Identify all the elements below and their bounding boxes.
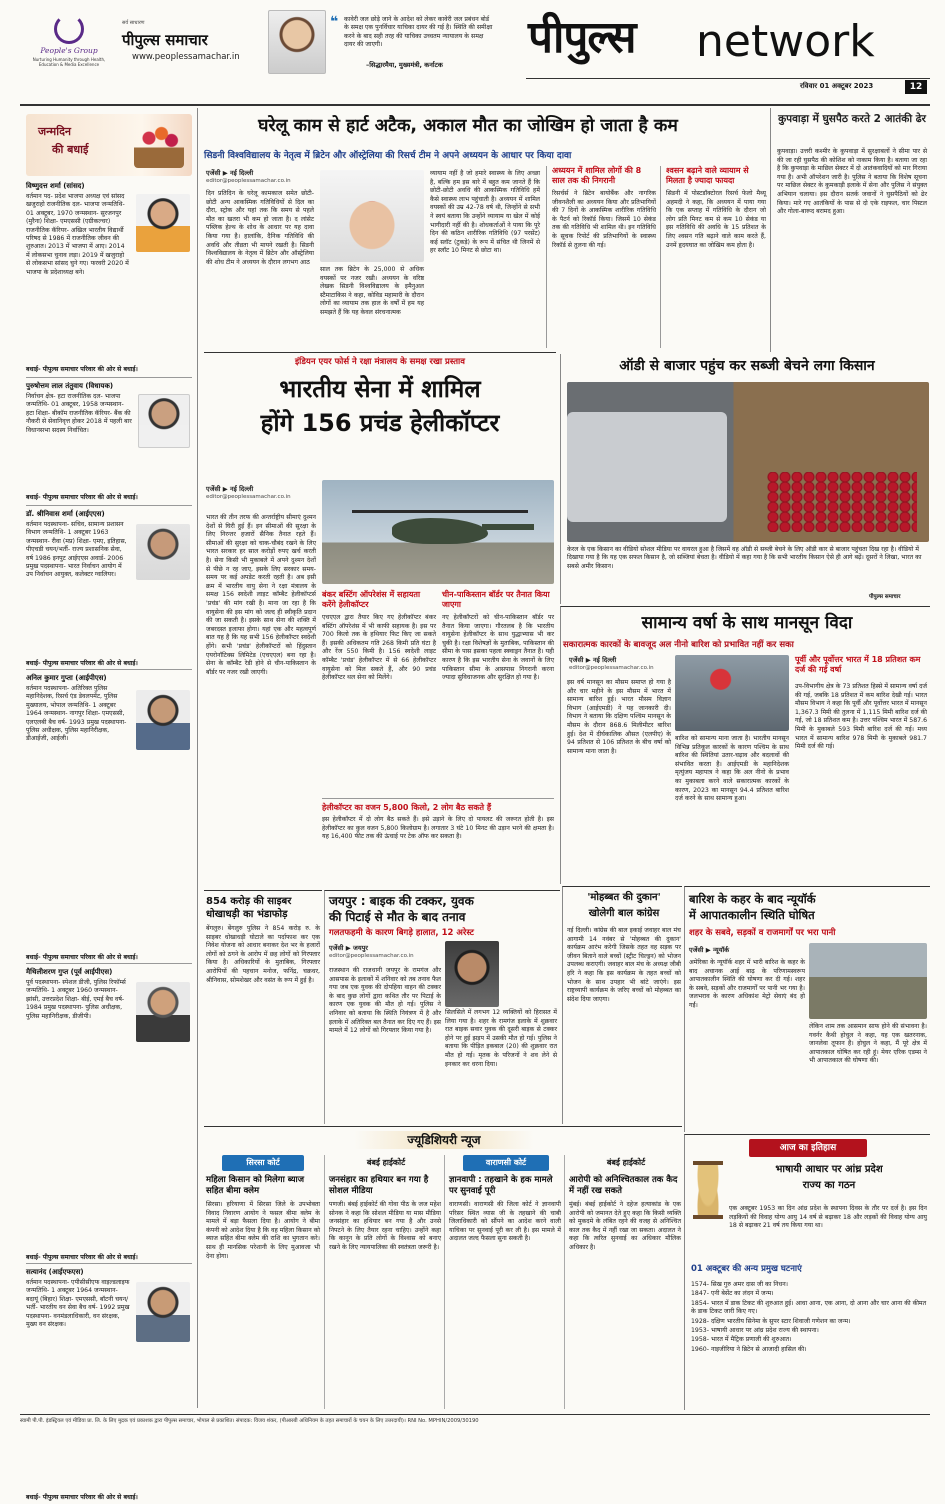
bike-story bbox=[324, 890, 560, 1124]
birthday-header-line2: की बधाई bbox=[52, 143, 89, 156]
birthday-photo bbox=[138, 394, 190, 448]
history-section bbox=[684, 1134, 930, 1410]
court-tag: सिरसा कोर्ट bbox=[222, 1155, 304, 1171]
birthday-photo bbox=[136, 1282, 190, 1342]
mohabbat-headline-line1: 'मोहब्बत की दुकान' bbox=[587, 892, 661, 903]
masthead-bottom-rule bbox=[20, 104, 930, 106]
birthday-details: वर्तमान पदस्थापना- अतिरिक्त पुलिस महानिदेशक, रिसर्च एंड डेवलपमेंट, पुलिस मुख्यालय, भोपाल जन्मतिथि- 1 अक्टूबर 1964 जन्मस्थान- नागपुर शिक्षा- एमएससी, एलएलबी बैच वर्ष- 1993 प्रमुख पदस्थापना- पुलिस अधीक्षक, पुलिस महानिरीक्षक, डीआईजी, आईजी। bbox=[26, 685, 127, 743]
heli-kicker: इंडियन एयर फोर्स ने रक्षा मंत्रालय के समक्ष रखा प्रस्ताव bbox=[295, 357, 465, 367]
group-emblem-icon bbox=[54, 14, 84, 44]
birthday-photo bbox=[136, 194, 190, 252]
court-tag: वाराणसी कोर्ट bbox=[463, 1155, 549, 1171]
bike-subhead: गलतफहमी के कारण बिगड़े हालात, 12 अरेस्ट bbox=[329, 928, 474, 938]
court-tag: बंबई हाईकोर्ट bbox=[606, 1158, 646, 1167]
history-headline-line2: राज्य का गठन bbox=[802, 1180, 856, 1191]
fraud-text: बेंगलुरु। बेंगलुरु पुलिस ने 854 करोड़ रु. के साइबर धोखाधड़ी घोटाले का पर्दाफाश कर एक निवेश योजना को आधार बनाकर देश भर के हजारों लोगों को ठगने के आरोप में छह लोगों को गिरफ्तार किया है। अधिकारियों के मुताबिक, गिरफ्तार आरोपियों की पहचान मनोज, फनिंद्र, चक्रधर, श्रीनिवास, सोमशेखर और वसंत के रूप में हुई है। bbox=[206, 925, 320, 984]
heli-headline-line2: होंगे 156 प्रचंड हेलीकॉप्टर bbox=[260, 409, 500, 437]
birthday-wish: बधाई- पीपुल्स समाचार परिवार की ओर से बधाई। bbox=[26, 954, 138, 961]
lead-body-col1: दिन प्रतिदिन के घरेलू कामकाज समेत छोटी-छोटी अन्य आकस्मिक गतिविधियों से दिल का दौरा, स्ट्रोक और यहां तक कि समय से पहले मौत का खतरा भी कम हो जाता है। द लांसेट पब्लिक हेल्थ के शोध के आधार पर यह दावा किया गया है। हालांकि, दैनिक गतिविधि की अवधि और तीव्रता भी मायने रखती है। सिडनी विश्वविद्यालय के नेतृत्व में ब्रिटेन और ऑस्ट्रेलिया की शोध टीम ने अध्ययन के दौरान लगभग आठ bbox=[206, 190, 314, 266]
court-item bbox=[204, 1155, 322, 1409]
monsoon-email: editor@peoplessamachar.co.in bbox=[569, 665, 654, 671]
lead-story bbox=[204, 110, 766, 350]
bunker-text: एचएएल द्वारा तैयार किए गए हेलीकॉप्टर बंकर बस्टिंग ऑपरेशंस में भी काफी सहायक है। इस पर 700 किलो तक के हथियार फिट किए जा सकते हैं। इसकी अधिकतम गति 268 किमी प्रति घंटा है और रेंज 550 किमी है। 156 स्वदेशी लाइट कॉम्बैट 'प्रचंड' हेलीकॉप्टर में से 66 हेलीकॉप्टर वायुसेना को मिल सकते हैं, और 90 प्रचंड हेलीकॉप्टर थल सेना को मिलेंगे। bbox=[322, 614, 436, 682]
birthday-details: पूर्व पदस्थापना- स्पेशल डीजी, पुलिस रिफॉर्म्स जन्मतिथि- 1 अक्टूबर 1960 जन्मस्थान- झांसी, उत्तरप्रदेश शिक्षा- बीई, एमई बैच वर्ष- 1984 प्रमुख पदस्थापना- पुलिस अधीक्षक, पुलिस महानिरीक्षक, डीजीपी। bbox=[26, 979, 126, 1020]
car-icon bbox=[567, 412, 727, 522]
newyork-body-col2: लेकिन शाम तक आसमान साफ होने की संभावना है। गवर्नर कैथी होचुल ने कहा, यह एक खतरनाक, जानलेवा तूफान है। होचुल ने कहा, मैं पूरे क्षेत्र में आपातकाल घोषित कर रही हूं। मेयर एरिक एडम्स ने भी आपातकाल की घोषणा की। bbox=[809, 1023, 927, 1065]
china-text: नए हेलीकॉप्टरों को चीन-पाकिस्तान बॉर्डर पर तैनात किया जाएगा। गौरतलब है कि भारतीय वायुसेना हेलीकॉप्टर के साथ युद्धाभ्यास भी कर चुकी है। रक्षा विशेषज्ञों के मुताबिक, पाकिस्तान की सीमा के पास इसका पहला स्क्वाड्रन तैनात है। यही कारण है कि इस भारतीय सेना के जवानों के लिए पाकिस्तान सीमा के आसपास निगरानी करना ज्यादा सुविधाजनक और सुरक्षित हो गया है। bbox=[442, 614, 554, 682]
history-intro: एक अक्टूबर 1953 का दिन आंध्र प्रदेश के स्थापना दिवस के तौर पर दर्ज है। इस दिन लड़कियों की विवाह योग्य आयु 14 वर्ष से बढ़ाकर 18 और लड़कों की विवाह योग्य आयु 18 से बढ़ाकर 21 वर्ष तय किया गया था। bbox=[729, 1205, 927, 1230]
lead-body-col3: व्यायाम नहीं है जो हमारे स्वास्थ्य के लिए अच्छा है, बल्कि हम इस बारे में बहुत कम जानते हैं कि छोटी-छोटी अवधि की आकस्मिक गतिविधि हमें कैसे स्वास्थ्य लाभ पहुंचाती है। अध्ययन में शामिल वयस्कों की उम्र 42-78 वर्ष थी, जिन्होंने से सभी ने स्वयं बताया कि उन्होंने व्यायाम या खेल में कोई भागीदारी नहीं की है। शोधकर्ताओं ने पाया कि पूरे दिन की कठिन शारीरिक गतिविधि (97 परसेंट) कई स्लॉट (टुकड़े) के रूप में संचित थी जिनमें से हर स्लॉट 10 मिनट से छोटा था। bbox=[430, 170, 540, 255]
birthday-wish: बधाई- पीपुल्स समाचार परिवार की ओर से बधाई। bbox=[26, 1494, 138, 1501]
column-divider bbox=[660, 166, 661, 348]
history-headline-line1: भाषायी आधार पर आंध्र प्रदेश bbox=[775, 1164, 883, 1175]
tail-icon bbox=[482, 524, 534, 530]
helicopter-body-icon bbox=[392, 518, 488, 544]
monsoon-side-title: पूर्वी और पूर्वोत्तर भारत में 18 प्रतिशत कम दर्ज की गई वर्षा bbox=[795, 655, 921, 674]
birthday-entry bbox=[26, 1268, 192, 1504]
birthday-entry bbox=[26, 968, 192, 1264]
bike-body-col1: राजस्थान की राजधानी जयपुर के रामगंज और आसपास के इलाकों में शनिवार को तब तनाव फैल गया जब एक युवक की दोपहिया वाहन की टक्कर के बाद कुछ लोगों द्वारा कथित तौर पर पिटाई के कारण एक युवक की मौत हो गई। पुलिस ने शनिवार को बताया कि स्थिति नियंत्रण में है और इलाके में अतिरिक्त बल तैनात कर दिए गए हैं। इस मामले में 12 लोगों को गिरफ्तार किया गया है। bbox=[329, 967, 441, 1035]
birthday-photo bbox=[136, 524, 190, 580]
monsoon-subhead: सकारात्मक कारकों के बावजूद अल नीनो बारिश को प्रभावित नहीं कर सका bbox=[563, 640, 794, 650]
page-number: 12 bbox=[905, 80, 927, 94]
court-item bbox=[324, 1155, 442, 1409]
heli-headline-line1: भारतीय सेना में शामिल bbox=[279, 375, 481, 403]
birthday-name: पुरुषोत्तम लाल तंतुवाय (विधायक) bbox=[26, 382, 114, 390]
group-tagline: Nurturing Humanity through Health, Education & Media Excellence bbox=[32, 57, 106, 67]
mohabbat-story bbox=[562, 886, 682, 1124]
birthday-name: विष्णुदत्त शर्मा (सांसद) bbox=[26, 182, 85, 190]
group-logo bbox=[30, 8, 108, 94]
audi-caption: केरल के एक किसान का वीडियो सोशल मीडिया पर वायरल हुआ है जिसमें वह ऑडी से सब्जी बेचने के लिए ऑडी कार से बाजार पहुंचता दिख रहा है। वीडियो में दिखाया गया है कि यह एक सफल किसान है, जो सब्जियां बेचता है। वीडियो में कहा गया है कि सभी भारतीय किसान ऐसे ही आगे बढ़ें। दूसरों ने लिखा, भारत का सबसे अमीर किसान। bbox=[567, 546, 922, 570]
flood-photo bbox=[809, 943, 927, 1019]
bike-email: editor@peoplessamachar.co.in bbox=[329, 953, 414, 959]
birthday-details: निर्वाचन क्षेत्र- हटा राजनीतिक दल- भाजपा जन्मतिथि- 01 अक्टूबर, 1958 जन्मस्थान- हटा शिक्षा- बीकॉम राजनीतिक कॅरियर- बैंक की नौकरी से सेवानिवृत्त होकर 2018 में पहली बार विधानसभा सदस्य निर्वाचित। bbox=[26, 393, 132, 434]
bike-byline: एजेंसी ▶ जयपुर bbox=[329, 944, 368, 952]
birthday-entry bbox=[26, 674, 192, 964]
rain-photo bbox=[675, 655, 789, 731]
group-tag: सर्व साधारण bbox=[122, 20, 145, 26]
history-events-title: 01 अक्टूबर की अन्य प्रमुख घटनाएं bbox=[691, 1264, 802, 1274]
lead-email: editor@peoplessamachar.co.in bbox=[206, 178, 291, 184]
column-divider bbox=[546, 166, 547, 348]
history-events-list bbox=[691, 1281, 927, 1405]
study-text: रिसर्चर्स ने ब्रिटेन बायोबैंक और नागरिक जीवनशैली का अध्ययन किया और प्रतिभागियों की 7 दिनों के आकस्मिक शारीरिक गतिविधि के पैटर्न को रिकॉर्ड किया। जिसमें 10 सेकंड तक की गतिविधि भी शामिल थी। इन गतिविधि के सूचक रिपोर्ट की प्रतिभागियों के स्वास्थ्य रिकॉर्ड से तुलना की गई। bbox=[552, 190, 656, 249]
birthday-photo bbox=[136, 690, 190, 750]
birthday-name: अनिल कुमार गुप्ता (आईपीएस) bbox=[26, 674, 107, 682]
court-title: जनसंहार का हथियार बन गया है सोशल मीडिया bbox=[329, 1175, 429, 1196]
audi-headline: ऑडी से बाजार पहुंच कर सब्जी बेचने लगा किसान bbox=[619, 358, 875, 374]
footer-rule bbox=[20, 1414, 930, 1415]
birthday-details: वर्तमान पदस्थापना- सचिव, सामान्य प्रशासन विभाग जन्मतिथि- 1 अक्टूबर 1963 जन्मस्थान- रीवा (मप्र) शिक्षा- एमए, इतिहास, पीएचडी चयन/भर्ती- राज्य प्रशासनिक सेवा, वर्ष 1986 इनपुट आईएएस अवार्ड- 2006 प्रमुख पदस्थापना- भारत निर्वाचन आयोग में उप निर्वाचन आयुक्त, कलेक्टर ग्वालियर। bbox=[26, 521, 127, 579]
breath-text: सिडनी में पोस्टडॉक्टोरल रिसर्च फेलो मैथ्यू अहमदी ने कहा, कि अध्ययन में पाया गया कि एक सप्ताह में गतिविधि के दौरान जो लोग प्रति मिनट कम से कम 10 सेकंड या इस गतिविधि की अवधि के 15 प्रतिशत के लिए श्वसन गति बढ़ाने वाले काम करते हैं, उनमें हृदयघात का जोखिम कम होता है। bbox=[666, 190, 766, 249]
quote-portrait bbox=[268, 10, 326, 74]
monsoon-byline: एजेंसी ▶ नई दिल्ली bbox=[569, 656, 617, 664]
bike-headline-line1: जयपुर : बाइक की टक्कर, युवक bbox=[329, 894, 474, 908]
vegetables-icon bbox=[767, 472, 917, 532]
lead-byline: एजेंसी ▶ नई दिल्ली bbox=[206, 169, 254, 177]
court-item bbox=[444, 1155, 562, 1409]
hourglass-icon bbox=[693, 1161, 723, 1219]
birthday-wish: बधाई- पीपुल्स समाचार परिवार की ओर से बधाई। bbox=[26, 1254, 138, 1261]
birthday-entry bbox=[26, 382, 192, 506]
lead-body-col2: साल तक ब्रिटेन के 25,000 से अधिक वयस्कों पर नजर रखी। अध्ययन के वरिष्ठ लेखक सिडनी विश्वविद्यालय के इमैनुअल स्टैमाटाकिस ने कहा, कोविड महामारी के दौरान लोगों का व्यायाम तक हाल के वर्षों में हम यह समझते हैं कि यह केवल संरचनात्मक bbox=[320, 266, 424, 316]
lead-headline: घरेलू काम से हार्ट अटैक, अकाल मौत का जोखिम हो जाता है कम bbox=[258, 116, 678, 136]
birthday-wish: बधाई- पीपुल्स समाचार परिवार की ओर से बधाई। bbox=[26, 366, 138, 373]
newyork-byline: एजेंसी ▶ न्यूयॉर्क bbox=[689, 946, 730, 954]
kupwara-text: कुपवाड़ा। उत्तरी कश्मीर के कुपवाड़ा में सुरक्षाबलों ने सीमा पार से की जा रही घुसपैठ की कोशिश को नाकाम किया है। बताया जा रहा है कि कुपवाड़ा के माछिल सेक्टर में दो आतंकवादियों को मार गिराया गया है। अभी ऑपरेशन जारी है। पुलिस ने बताया कि विशेष सूचना पर माछिल सेक्टर के कुमकाड़ी इलाके में सेना और पुलिस ने संयुक्त अभियान चलाया। इस दौरान सतर्क जवानों ने घुसपैठियों को ढेर किया। मारे गए आतंकियों के पास से दो एके राइफल, चार पिस्टल और गोला-बारूद बरामद हुआ। bbox=[777, 148, 927, 216]
history-event: 1847- एनी बेसेंट का लंदन में जन्म। bbox=[691, 1290, 774, 1298]
history-event: 1854- भारत में डाक टिकट की शुरुआत हुई। आधा आना, एक आना, दो आना और चार आना की कीमत के डाक टिकट जारी किए गए। bbox=[691, 1299, 927, 1316]
fraud-headline: 854 करोड़ की साइबर धोखाधड़ी का भंडाफोड़ bbox=[206, 896, 292, 920]
lead-heart-photo bbox=[320, 170, 424, 262]
birthday-entry bbox=[26, 182, 192, 378]
helicopter-story bbox=[204, 354, 556, 888]
weight-title: हेलीकॉप्टर का वजन 5,800 किलो, 2 लोग बैठ सकते हैं bbox=[322, 803, 492, 812]
rotor-icon bbox=[352, 510, 528, 513]
date: रविवार 01 अक्टूबर 2023 bbox=[800, 82, 874, 90]
edition-title-hindi: पीपुल्स bbox=[528, 12, 636, 63]
court-title: ज्ञानवापी : तहखाने के हक मामले पर सुनवाई पूरी bbox=[449, 1175, 553, 1196]
edition-title-english: network bbox=[696, 16, 875, 67]
birthday-column bbox=[20, 108, 198, 1501]
audi-story bbox=[560, 354, 930, 604]
history-event: 1953- भाषायी आधार पर आंध्र प्रदेश राज्य की स्थापना। bbox=[691, 1327, 819, 1335]
monsoon-side-text: उप-विभागीय क्षेत्र के 73 प्रतिशत हिस्से में सामान्य वर्षा दर्ज की गई, जबकि 18 प्रतिशत में कम बारिश देखी गई। भारत मौसम विभाग ने कहा कि पूर्वी और पूर्वोत्तर भारत में मानसून 1,367.3 मिमी की तुलना में 1,115 मिमी बारिश दर्ज की गई, जो 18 प्रतिशत कम है। उत्तर पश्चिम भारत में 587.6 मिमी के मुकाबले 593 मिमी बारिश दर्ज की गई। मध्य भारत में सामान्य बारिश 978 मिमी के मुकाबले 981.7 मिमी दर्ज की गई। bbox=[795, 683, 927, 751]
study-title: अध्ययन में शामिल लोगों की 8 साल तक की निगरानी bbox=[552, 166, 642, 185]
fraud-story bbox=[204, 890, 322, 1124]
paper-logo: पीपुल्स समाचार bbox=[122, 31, 208, 49]
newyork-headline-line1: बारिश के कहर के बाद न्यूयॉर्क bbox=[689, 892, 816, 906]
court-title: महिला किसान को मिलेगा ब्याज सहित बीमा क्लेम bbox=[206, 1175, 305, 1196]
history-event: 1958- भारत में मैट्रिक प्रणाली की शुरुआत। bbox=[691, 1336, 792, 1344]
court-text: पणजी। बंबई हाईकोर्ट की गोवा पीठ के जज महेश सोनक ने कहा कि सोशल मीडिया या मास मीडिया जनसंहार का हथियार बन गया है और उनसे निपटने के लिए तैयार रहना चाहिए। उन्होंने कहा कि कानून के प्रति लोगों के विश्वास को बनाए रखने के लिए न्यायपालिका की स्वतंत्रता जरूरी है। bbox=[329, 1201, 441, 1251]
bike-headline-line2: की पिटाई से मौत के बाद तनाव bbox=[329, 910, 466, 924]
birthday-wish: बधाई- पीपुल्स समाचार परिवार की ओर से बधाई। bbox=[26, 494, 138, 501]
court-text: सिरसा। हरियाणा में सिरसा जिले के उपभोक्ता विवाद निवारण आयोग ने फसल बीमा क्लेम के मामले में बड़ा फैसला दिया है। आयोग ने बीमा कंपनी को आदेश दिया है कि वह महिला किसान को ब्याज सहित बीमा क्लेम की राशि का भुगतान करे। साथ ही मानसिक परेशानी के लिए मुआवजा भी देना होगा। bbox=[206, 1201, 320, 1260]
birthday-header-line1: जन्मदिन bbox=[38, 125, 72, 138]
weight-text: इस हेलीकॉप्टर में दो लोग बैठ सकते हैं। इसे उड़ाने के लिए दो पायलट की जरूरत होती है। इस हेलीकॉप्टर का कुल वजन 5,800 किलोग्राम है। लगातार 3 घंटे 10 मिनट की उड़ान भरने की क्षमता है। यह 16,400 फीट तक की ऊंचाई पर टेक ऑफ कर सकता है। bbox=[322, 816, 554, 841]
breath-title: श्वसन बढ़ाने वाले व्यायाम से मिलता है ज्यादा फायदा bbox=[666, 166, 749, 185]
judiciary-banner: ज्यूडिशियरी न्यूज bbox=[354, 1131, 534, 1149]
quote-text: कावेरी जल छोड़े जाने के आदेश को लेकर कावेरी जल प्रबंधन बोर्ड के समक्ष एक पुनर्विचार याचिका दायर की गई है। स्थिति की समीक्षा करने के बाद सही तरह की याचिका उच्चतम न्यायालय के समक्ष दायर की जाएगी। bbox=[344, 16, 493, 49]
court-item bbox=[564, 1155, 682, 1409]
monsoon-story bbox=[560, 606, 930, 884]
china-title: चीन-पाकिस्तान बॉर्डर पर तैनात किया जाएगा bbox=[442, 590, 550, 609]
newyork-body-col1: अमेरिका के न्यूयॉर्क शहर में भारी बारिश के कहर के बाद अचानक आई बाढ़ के परिणामस्वरूप आपातकालीन स्थिति की घोषणा कर दी गई। शहर के सबवे, सड़कों और राजमार्गों पर पानी भर गया है। जलभराव के कारण अधिकांश मेट्रो सेवाएं बंद हो गईं। bbox=[689, 959, 805, 1009]
monsoon-body-col1: इस वर्ष मानसून का मौसम समाप्त हो गया है और चार महीने के इस मौसम में भारत में सामान्य बारिश हुई। भारत मौसम विज्ञान विभाग (आईएमडी) ने यह जानकारी दी। विभाग ने बताया कि दक्षिण पश्चिम मानसून के मौसम के दौरान 868.6 मिलीमीटर बारिश हुई। देश में दीर्घकालिक औसत (एलपीए) के 94 प्रतिशत से 106 प्रतिशत के बीच वर्षा को सामान्य माना जाता है। bbox=[567, 679, 671, 755]
monsoon-headline: सामान्य वर्षा के साथ मानसून विदा bbox=[641, 613, 853, 633]
birthday-entry bbox=[26, 510, 192, 670]
heli-body-col1: भारत की तीन तरफ की अन्तर्राष्ट्रीय सीमाएं दुश्मन देशों से घिरी हुई हैं। इन सीमाओं की सुरक्षा के लिए निरन्तर हजारों सैनिक तैनात रहते हैं। सीमाओं की सुरक्षा को चाक-चौबंद रखने के लिए भारत सरकार हर साल करोड़ों रुपए खर्च करती है। सेना किसी भी मुकाबले में अपने दुश्मन देशों से पीछे न रह जाए, इसके लिए सरकार समय-समय पर कई अपडेट करती रहती है। अब इसी क्रम में भारतीय वायु सेना ने रक्षा मंत्रालय के समक्ष 156 स्वदेशी लाइट कॉम्बैट हेलीकॉप्टर्स 'प्रचंड' की मांग रखी है। माना जा रहा है कि वायुसेना की इस मांग को जल्द ही स्वीकृति प्रदान की जा सकती है। इसके साथ सेना की शक्ति में जबरदस्त इजाफा होगा। यहां एक और महत्वपूर्ण बात यह है कि यह सभी 156 हेलीकॉप्टर स्वदेशी होंगे। सभी 'प्रचंड' हेलीकॉप्टरों को हिंदुस्तान एयरोनॉटिक्स लिमिटेड (एचएएल) बना रहा है। सेना के कॉम्बैट रेडी होने से चीन-पाकिस्तान के बॉर्डर पर नजर रखी जाएगी। bbox=[206, 514, 316, 676]
court-tag: बंबई हाईकोर्ट bbox=[366, 1158, 406, 1167]
section-rule bbox=[204, 352, 556, 353]
group-name: People's Group bbox=[40, 46, 98, 55]
birthday-name: सत्यानंद (आईएफएस) bbox=[26, 1268, 84, 1276]
heli-email: editor@peoplessamachar.co.in bbox=[206, 494, 291, 500]
birthday-photo bbox=[136, 982, 190, 1042]
newyork-subhead: शहर के सबवे, सड़कों व राजमार्गों पर भरा पानी bbox=[689, 928, 836, 938]
kupwara-headline: कुपवाड़ा में घुसपैठ करते 2 आतंकी ढेर bbox=[778, 113, 926, 125]
history-event: 1928- दक्षिण भारतीय सिनेमा के सुपर स्टार शिवाजी गणेशन का जन्म। bbox=[691, 1317, 851, 1325]
history-event: 1574- सिख गुरु अमर दास जी का निधन। bbox=[691, 1281, 788, 1288]
bike-body-col2: सिलसिले में लगभग 12 व्यक्तियों को हिरासत में लिया गया है। शहर के रामगंज इलाके में शुक्रवार रात बाइक सवार युवक की दूसरी बाइक से टक्कर होने पर हुई झड़प में उसकी मौत हो गई। पुलिस ने बताया कि पीड़ित इकबाल (20) की शुक्रवार रात मौत हो गई। मृतक के परिजनों ने शव लेने से इनकार कर धरना दिया। bbox=[445, 1009, 557, 1068]
quote-by: –सिद्धारमैया, मुख्यमंत्री, कर्नाटक bbox=[366, 61, 443, 69]
newyork-story bbox=[684, 886, 930, 1132]
quote-icon: ❝ bbox=[330, 14, 339, 30]
footer-imprint: स्वामी पी.पी. इंडस्ट्रियल एवं मीडिया प्रा. लि. के लिए मुद्रक एवं प्रकाशक द्वारा पीपुल्स समाचार, भोपाल से प्रकाशित। संपादक: विजय शंकर, (पीआरबी अधिनियम के तहत समाचारों के चयन के लिए उत्तरदायी)। RNI No. MPHIN/2009/30190 bbox=[20, 1418, 479, 1424]
audi-credit: पीपुल्स समाचार bbox=[869, 594, 901, 600]
birthday-details: वर्तमान पदस्थापना- एपीसीसीएफ वाइल्डलाइफ जन्मतिथि- 1 अक्टूबर 1964 जन्मस्थान- बदायूं (बिहार) शिक्षा- एमएससी, बॉटनी चयन/भर्ती- भारतीय वन सेवा बैच वर्ष- 1992 प्रमुख पदस्थापना- वनमंडलाधिकारी, वन संरक्षक, मुख्य वन संरक्षक। bbox=[26, 1279, 130, 1329]
victim-photo bbox=[445, 941, 499, 1007]
birthday-details: वर्तमान पद- प्रदेश भाजपा अध्यक्ष एवं सांसद खजुराहो राजनीतिक दल- भाजपा जन्मतिथि- 01 अक्टूबर, 1970 जन्मस्थान- सुरजनपुर (मुरैना) शिक्षा- एमएससी (एग्रीकल्चर) राजनीतिक कॅरियर- अखिल भारतीय विद्यार्थी परिषद से 1986 में राजनीतिक जीवन की शुरुआत। 2013 में भाजपा में आए। 2014 में लोकसभा चुनाव लड़ा। 2019 में खजुराहो से लोकसभा सांसद चुने गए। फरवरी 2020 में भाजपा के प्रदेशाध्यक्ष बने। bbox=[26, 193, 129, 276]
judiciary-section bbox=[204, 1126, 682, 1410]
audi-photo bbox=[567, 382, 929, 542]
newyork-headline-line2: में आपातकालीन स्थिति घोषित bbox=[689, 908, 815, 922]
heli-byline: एजेंसी ▶ नई दिल्ली bbox=[206, 485, 254, 493]
history-event: 1960- नाइजीरिया ने ब्रिटेन से आजादी हासिल की। bbox=[691, 1345, 807, 1353]
helicopter-photo bbox=[322, 480, 554, 584]
court-text: वाराणसी। वाराणसी की जिला कोर्ट ने ज्ञानवापी परिसर स्थित व्यास जी के तहखाने की चाबी जिलाधिकारी को सौंपने का आदेश करने वाली याचिका पर सुनवाई पूरी कर ली है। इस मामले में अदालत जल्द फैसला सुना सकती है। bbox=[449, 1201, 561, 1243]
monsoon-body-col2: बारिश को सामान्य माना जाता है। भारतीय मानसून विभिन्न प्रतिकूल कारकों के कारण पश्चिम के साथ बारिश की स्थितियां उतार-चढ़ाव और बदलावों की संभावित करता है। आईएमडी के महानिदेशक मृत्युंजय महापात्र ने कहा कि अल नीनो के प्रभाव का मुकाबला करने वाले सकारात्मक कारकों के कारण, 2023 का मानसून 94.4 प्रतिशत बारिश दर्ज करने के साथ सामान्य हुआ। bbox=[675, 735, 789, 803]
section-rule bbox=[322, 798, 554, 799]
mohabbat-text: नई दिल्ली। कांग्रेस की बाल इकाई जवाहर बाल मंच आगामी 14 नवंबर से 'मोहब्बत की दुकान' कार्यक्रम आरंभ करेगी जिसके तहत वह सड़क पर जीवन बिताने वाले बच्चों (स्ट्रीट चिल्ड्रन) को भोजन उपलब्ध कराएगी। जवाहर बाल मंच के अध्यक्ष जीबी हरि ने कहा कि इस कार्यक्रम के तहत बच्चों को भोजन के साथ उपहार भी बांटे जाएंगे। इस राष्ट्रव्यापी कार्यक्रम के जरिए बच्चों को मोहब्बत का संदेश दिया जाएगा। bbox=[567, 927, 681, 1003]
history-label: आज का इतिहास bbox=[749, 1139, 867, 1157]
kupwara-story bbox=[770, 108, 930, 352]
birthday-wish: बधाई- पीपुल्स समाचार परिवार की ओर से बधाई। bbox=[26, 660, 138, 667]
birthday-name: मैथिलीशरण गुप्त (पूर्व आईपीएस) bbox=[26, 968, 113, 976]
masthead bbox=[0, 0, 945, 104]
court-text: मुंबई। बंबई हाईकोर्ट ने दहेज हत्याकांड के एक आरोपी को जमानत देते हुए कहा कि किसी व्यक्ति को मुकदमे के लंबित रहने की वजह से अनिश्चित काल तक कैद में नहीं रखा जा सकता। अदालत ने कहा कि त्वरित सुनवाई का अधिकार मौलिक अधिकार है। bbox=[569, 1201, 681, 1251]
birthday-name: डॉ. श्रीनिवास शर्मा (आईएएस) bbox=[26, 510, 105, 518]
court-title: आरोपी को अनिश्चितकाल तक कैद में नहीं रख सकते bbox=[569, 1175, 678, 1196]
lead-subhead: सिडनी विश्वविद्यालय के नेतृत्व में ब्रिटेन और ऑस्ट्रेलिया की रिसर्च टीम ने अपने अध्ययन के आधार पर किया दावा bbox=[204, 151, 572, 161]
masthead-rule bbox=[526, 78, 930, 79]
website[interactable]: www.peoplessamachar.in bbox=[132, 52, 240, 62]
bunker-title: बंकर बस्टिंग ऑपरेशंस में सहायता करेंगे हेलीकॉप्टर bbox=[322, 590, 421, 609]
mohabbat-headline-line2: खोलेगी बाल कांग्रेस bbox=[588, 908, 660, 919]
